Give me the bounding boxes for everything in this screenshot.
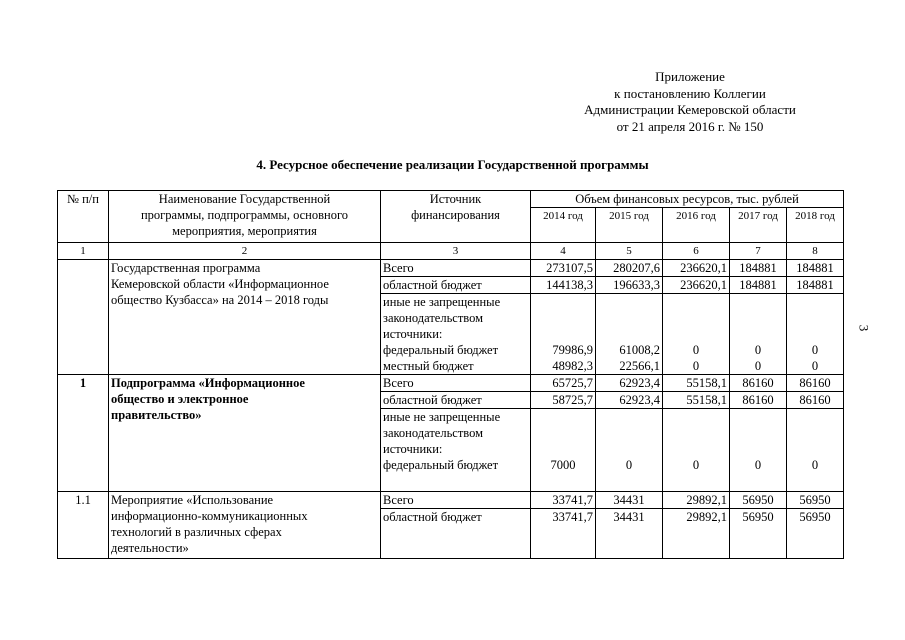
- header-num: № п/п: [58, 191, 109, 243]
- resource-table: [57, 190, 844, 559]
- header-name-line-1: Наименование Государственной: [158, 192, 331, 206]
- value-cell: 184881: [787, 260, 844, 277]
- value-cell: 0: [730, 342, 787, 358]
- index-cell: 6: [663, 243, 730, 260]
- source-cell: иные не запрещенные законодательством источники:: [381, 409, 531, 458]
- program-name-line-1: Государственная программа: [111, 261, 261, 275]
- index-cell: 1: [58, 243, 109, 260]
- value-cell: 29892,1: [663, 492, 730, 509]
- source-cell: Всего: [381, 260, 531, 277]
- value-cell: [663, 409, 730, 458]
- value-cell: 0: [663, 358, 730, 375]
- value-cell: 33741,7: [531, 509, 596, 559]
- value-cell: 0: [663, 457, 730, 492]
- subprogram-name-line-2: общество и электронное: [111, 392, 249, 406]
- row-num: [58, 260, 109, 375]
- value-cell: [596, 409, 663, 458]
- value-cell: 33741,7: [531, 492, 596, 509]
- value-cell: 56950: [730, 509, 787, 559]
- value-cell: [730, 294, 787, 343]
- value-cell: 56950: [787, 492, 844, 509]
- value-cell: 0: [787, 358, 844, 375]
- source-cell: местный бюджет: [381, 358, 531, 375]
- value-cell: 55158,1: [663, 375, 730, 392]
- header-name-line-3: мероприятия, мероприятия: [172, 224, 317, 238]
- value-cell: [596, 294, 663, 343]
- appendix-line-2: к постановлению Коллегии: [614, 85, 766, 101]
- value-cell: 22566,1: [596, 358, 663, 375]
- header-year: 2015 год: [596, 208, 663, 243]
- program-name-line-2: Кемеровской области «Информационное: [111, 277, 329, 291]
- value-cell: 34431: [596, 492, 663, 509]
- value-cell: 236620,1: [663, 277, 730, 294]
- source-cell: Всего: [381, 492, 531, 509]
- source-cell: областной бюджет: [381, 392, 531, 409]
- table-index-row: [58, 243, 844, 260]
- row-num: 1: [58, 375, 109, 492]
- index-cell: 4: [531, 243, 596, 260]
- header-name-line-2: программы, подпрограммы, основного: [140, 208, 349, 222]
- header-source-line-2: финансирования: [411, 208, 500, 222]
- appendix-line-1: Приложение: [655, 69, 725, 84]
- value-cell: 62923,4: [596, 392, 663, 409]
- value-cell: 58725,7: [531, 392, 596, 409]
- source-cell: областной бюджет: [381, 277, 531, 294]
- document-title: 4. Ресурсное обеспечение реализации Государственной программы: [256, 157, 649, 172]
- measure-name-line-4: деятельности»: [111, 541, 189, 555]
- value-cell: 56950: [730, 492, 787, 509]
- header-year: 2016 год: [663, 208, 730, 243]
- source-cell: областной бюджет: [381, 509, 531, 559]
- value-cell: 29892,1: [663, 509, 730, 559]
- source-cell: Всего: [381, 375, 531, 392]
- subprogram-name-line-1: Подпрограмма «Информационное: [111, 376, 305, 390]
- value-cell: 0: [596, 457, 663, 492]
- row-num: 1.1: [58, 492, 109, 559]
- source-cell: федеральный бюджет: [381, 457, 531, 492]
- index-cell: 3: [381, 243, 531, 260]
- value-cell: 55158,1: [663, 392, 730, 409]
- source-cell: иные не запрещенные законодательством источники:: [381, 294, 531, 343]
- value-cell: 184881: [730, 260, 787, 277]
- value-cell: 48982,3: [531, 358, 596, 375]
- header-source: [381, 191, 531, 243]
- header-year: 2017 год: [730, 208, 787, 243]
- value-cell: [787, 409, 844, 458]
- value-cell: 86160: [787, 375, 844, 392]
- value-cell: 79986,9: [531, 342, 596, 358]
- value-cell: [730, 409, 787, 458]
- header-name: [109, 191, 381, 243]
- measure-name-line-1: Мероприятие «Использование: [111, 493, 274, 507]
- value-cell: [531, 409, 596, 458]
- value-cell: 0: [663, 342, 730, 358]
- table-row: [58, 260, 844, 277]
- value-cell: 34431: [596, 509, 663, 559]
- value-cell: 86160: [730, 375, 787, 392]
- program-name-line-3: общество Кузбасса» на 2014 – 2018 годы: [111, 293, 329, 307]
- value-cell: 0: [730, 457, 787, 492]
- index-cell: 8: [787, 243, 844, 260]
- value-cell: 56950: [787, 509, 844, 559]
- header-source-line-1: Источник: [429, 192, 482, 206]
- index-cell: 7: [730, 243, 787, 260]
- value-cell: 0: [787, 342, 844, 358]
- subprogram-name-line-3: правительство»: [111, 408, 202, 422]
- value-cell: 273107,5: [531, 260, 596, 277]
- value-cell: 196633,3: [596, 277, 663, 294]
- value-cell: 62923,4: [596, 375, 663, 392]
- value-cell: 61008,2: [596, 342, 663, 358]
- value-cell: 184881: [730, 277, 787, 294]
- header-year: 2018 год: [787, 208, 844, 243]
- table-header-row: [58, 191, 844, 208]
- value-cell: 65725,7: [531, 375, 596, 392]
- measure-name: [109, 492, 381, 559]
- value-cell: [531, 294, 596, 343]
- program-name: [109, 260, 381, 375]
- value-cell: 184881: [787, 277, 844, 294]
- header-volume: Объем финансовых ресурсов, тыс. рублей: [531, 191, 844, 208]
- appendix-line-3: Администрации Кемеровской области: [584, 102, 796, 117]
- value-cell: 280207,6: [596, 260, 663, 277]
- appendix-line-4: от 21 апреля 2016 г. № 150: [616, 118, 764, 134]
- table-row: [58, 375, 844, 392]
- source-cell: федеральный бюджет: [381, 342, 531, 358]
- index-cell: 2: [109, 243, 381, 260]
- header-year: 2014 год: [531, 208, 596, 243]
- value-cell: 86160: [730, 392, 787, 409]
- measure-name-line-3: технологий в различных сферах: [111, 525, 282, 539]
- value-cell: 86160: [787, 392, 844, 409]
- table-row: [58, 492, 844, 509]
- measure-name-line-2: информационно-коммуникационных: [111, 509, 308, 523]
- value-cell: 0: [730, 358, 787, 375]
- value-cell: [663, 294, 730, 343]
- value-cell: 7000: [531, 457, 596, 492]
- page-number: 3: [856, 324, 872, 332]
- value-cell: [787, 294, 844, 343]
- subprogram-name: [109, 375, 381, 492]
- appendix-block: [540, 69, 840, 135]
- value-cell: 144138,3: [531, 277, 596, 294]
- value-cell: 236620,1: [663, 260, 730, 277]
- value-cell: 0: [787, 457, 844, 492]
- index-cell: 5: [596, 243, 663, 260]
